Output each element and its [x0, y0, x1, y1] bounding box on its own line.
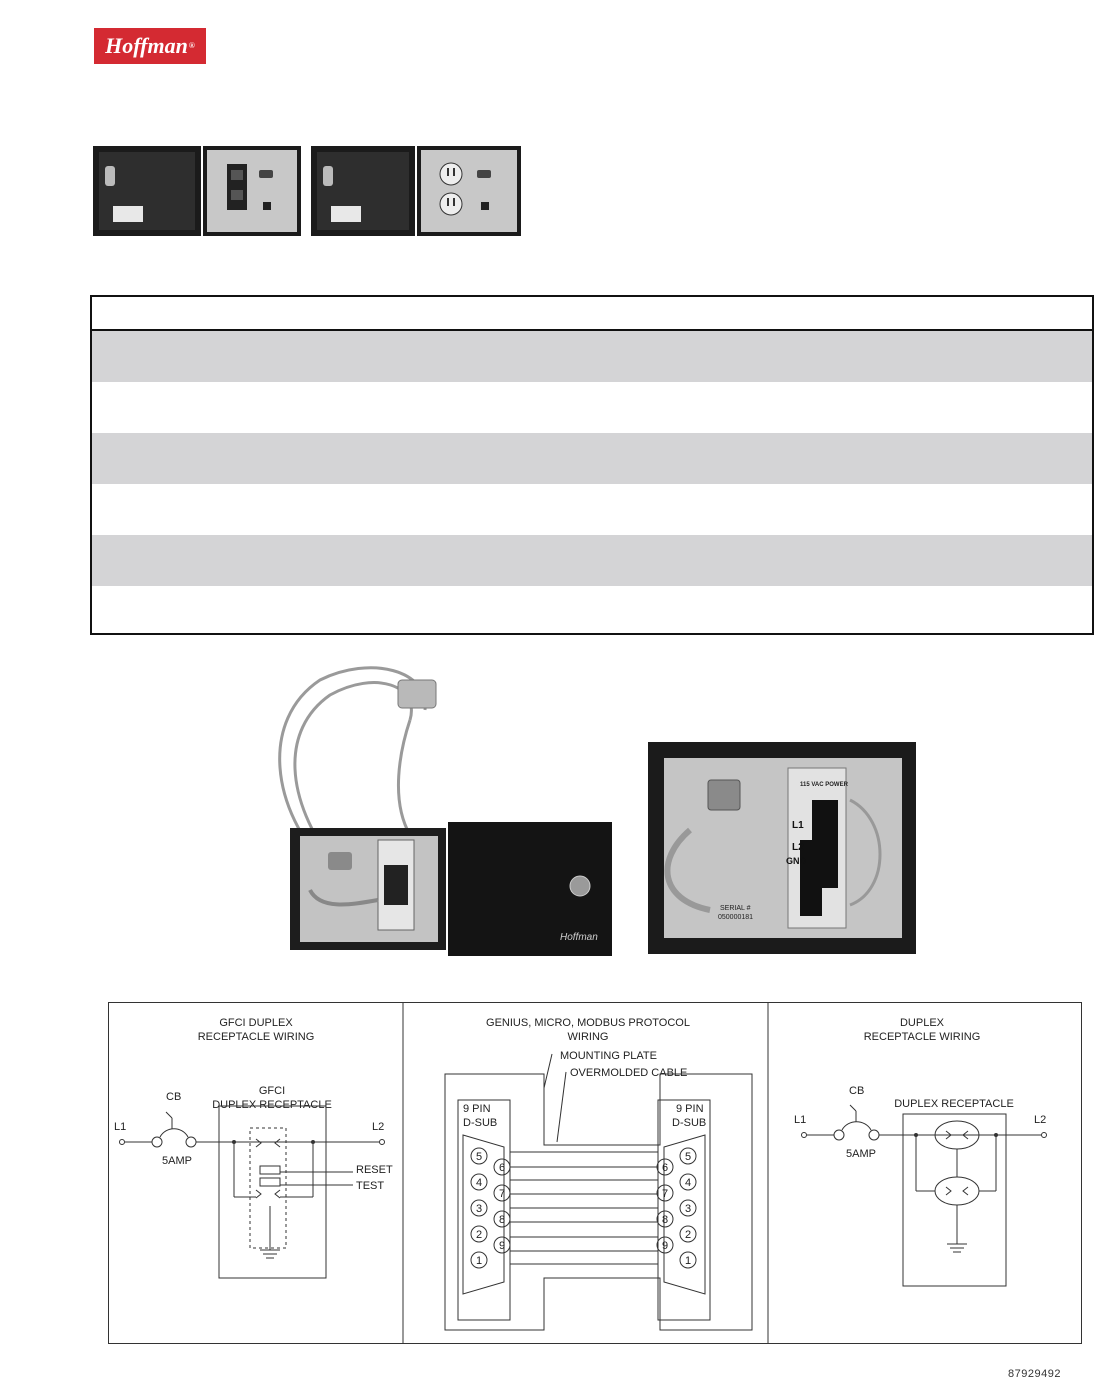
- table-row: [92, 331, 1092, 382]
- right-dsub-label-top: 9 PIN: [676, 1103, 704, 1115]
- wiring-diagram: [108, 1002, 1082, 1344]
- protocol-title-2: WIRING: [567, 1031, 609, 1043]
- product-photo-top: [93, 146, 527, 236]
- right-dsub-label-bottom: D-SUB: [672, 1117, 707, 1129]
- gfci-test-label: TEST: [356, 1180, 385, 1192]
- duplex-amp-label: 5AMP: [846, 1148, 876, 1160]
- terminal-gnd-label: GND: [786, 856, 806, 866]
- duplex-circuit-lines: [802, 1105, 1047, 1286]
- power-label: 115 VAC POWER: [800, 782, 848, 788]
- serial-number: 050000181: [718, 914, 754, 921]
- duplex-title-1: DUPLEX: [899, 1017, 945, 1029]
- rj-port-icon: [263, 202, 271, 210]
- left-pin-5: 5: [475, 1151, 483, 1163]
- overmolded-cable-label: OVERMOLDED CABLE: [570, 1067, 688, 1079]
- gfci-reset-label: RESET: [356, 1164, 393, 1176]
- spec-table: [90, 295, 1094, 635]
- dsub-port-icon: [259, 170, 273, 178]
- left-pin-2: 2: [475, 1229, 483, 1241]
- product-photo-interior: [260, 660, 920, 960]
- gfci-cb-label: CB: [166, 1091, 182, 1103]
- key-lock-icon: [570, 876, 590, 896]
- left-pin-4: 4: [475, 1177, 483, 1189]
- duplex-title-2: RECEPTACLE WIRING: [863, 1031, 981, 1043]
- gfci-amp-label: 5AMP: [162, 1155, 192, 1167]
- table-row: [92, 484, 1092, 535]
- duplex-l2-label: L2: [1034, 1114, 1047, 1126]
- duplex-l1-label: L1: [794, 1114, 807, 1126]
- left-pin-9: 9: [498, 1240, 506, 1252]
- duplex-wiring-panel: [794, 1017, 1046, 1160]
- hoffman-logo: [94, 28, 206, 64]
- right-pin-2: 2: [684, 1229, 692, 1241]
- label-plate: [113, 206, 143, 222]
- gfci-title-2: RECEPTACLE WIRING: [197, 1031, 315, 1043]
- gfci-wiring-panel: [114, 1017, 393, 1192]
- right-pin-5: 5: [684, 1151, 692, 1163]
- table-row: [92, 586, 1092, 637]
- duplex-outlet-icon: [440, 163, 462, 185]
- protocol-wiring-panel: [463, 1017, 706, 1129]
- dsub-connector-icon: [398, 680, 436, 708]
- gfci-rec-label-1: GFCI: [258, 1085, 286, 1097]
- left-pin-1: 1: [475, 1255, 483, 1267]
- right-pin-7: 7: [661, 1188, 669, 1200]
- rj-port-icon: [481, 202, 489, 210]
- left-pin-7: 7: [498, 1188, 506, 1200]
- gfci-rec-label-2: DUPLEX RECEPTACLE: [212, 1099, 332, 1111]
- protocol-title-1: GENIUS, MICRO, MODBUS PROTOCOL: [486, 1017, 690, 1029]
- latch-icon: [105, 166, 115, 186]
- left-pin-3: 3: [475, 1203, 483, 1215]
- left-dsub-label-top: 9 PIN: [463, 1103, 491, 1115]
- table-row: [92, 433, 1092, 484]
- terminal-l2-label: L2: [792, 842, 804, 853]
- document-number: 87929492: [1008, 1368, 1061, 1380]
- registered-mark: ®: [188, 41, 195, 50]
- latch-icon: [323, 166, 333, 186]
- gfci-l1-label: L1: [114, 1121, 127, 1133]
- table-row: [92, 535, 1092, 586]
- logo-text: Hoffman: [105, 33, 188, 58]
- label-plate: [331, 206, 361, 222]
- door-brand: Hoffman: [560, 932, 598, 943]
- right-pin-8: 8: [661, 1214, 669, 1226]
- right-pin-4: 4: [684, 1177, 692, 1189]
- terminal-l1-label: L1: [792, 820, 804, 831]
- gfci-title-1: GFCI DUPLEX: [219, 1017, 293, 1029]
- right-pin-9: 9: [661, 1240, 669, 1252]
- protocol-circuit-lines: [445, 1054, 752, 1330]
- right-pin-1: 1: [684, 1255, 692, 1267]
- dsub-port-icon: [477, 170, 491, 178]
- gfci-device-icon: [384, 865, 408, 905]
- duplex-outlet-icon: [440, 193, 462, 215]
- table-header: [92, 297, 1092, 331]
- right-pin-3: 3: [684, 1203, 692, 1215]
- gfci-circuit-lines: [120, 1106, 385, 1278]
- mounting-plate-label: MOUNTING PLATE: [560, 1050, 657, 1062]
- left-pin-6: 6: [498, 1162, 506, 1174]
- table-row: [92, 382, 1092, 433]
- duplex-cb-label: CB: [849, 1085, 865, 1097]
- left-dsub-label-bottom: D-SUB: [463, 1117, 498, 1129]
- gfci-l2-label: L2: [372, 1121, 385, 1133]
- right-pin-6: 6: [661, 1162, 669, 1174]
- left-pin-8: 8: [498, 1214, 506, 1226]
- duplex-rec-label: DUPLEX RECEPTACLE: [894, 1098, 1014, 1110]
- serial-label: SERIAL #: [720, 905, 751, 912]
- terminal-block: [812, 800, 838, 888]
